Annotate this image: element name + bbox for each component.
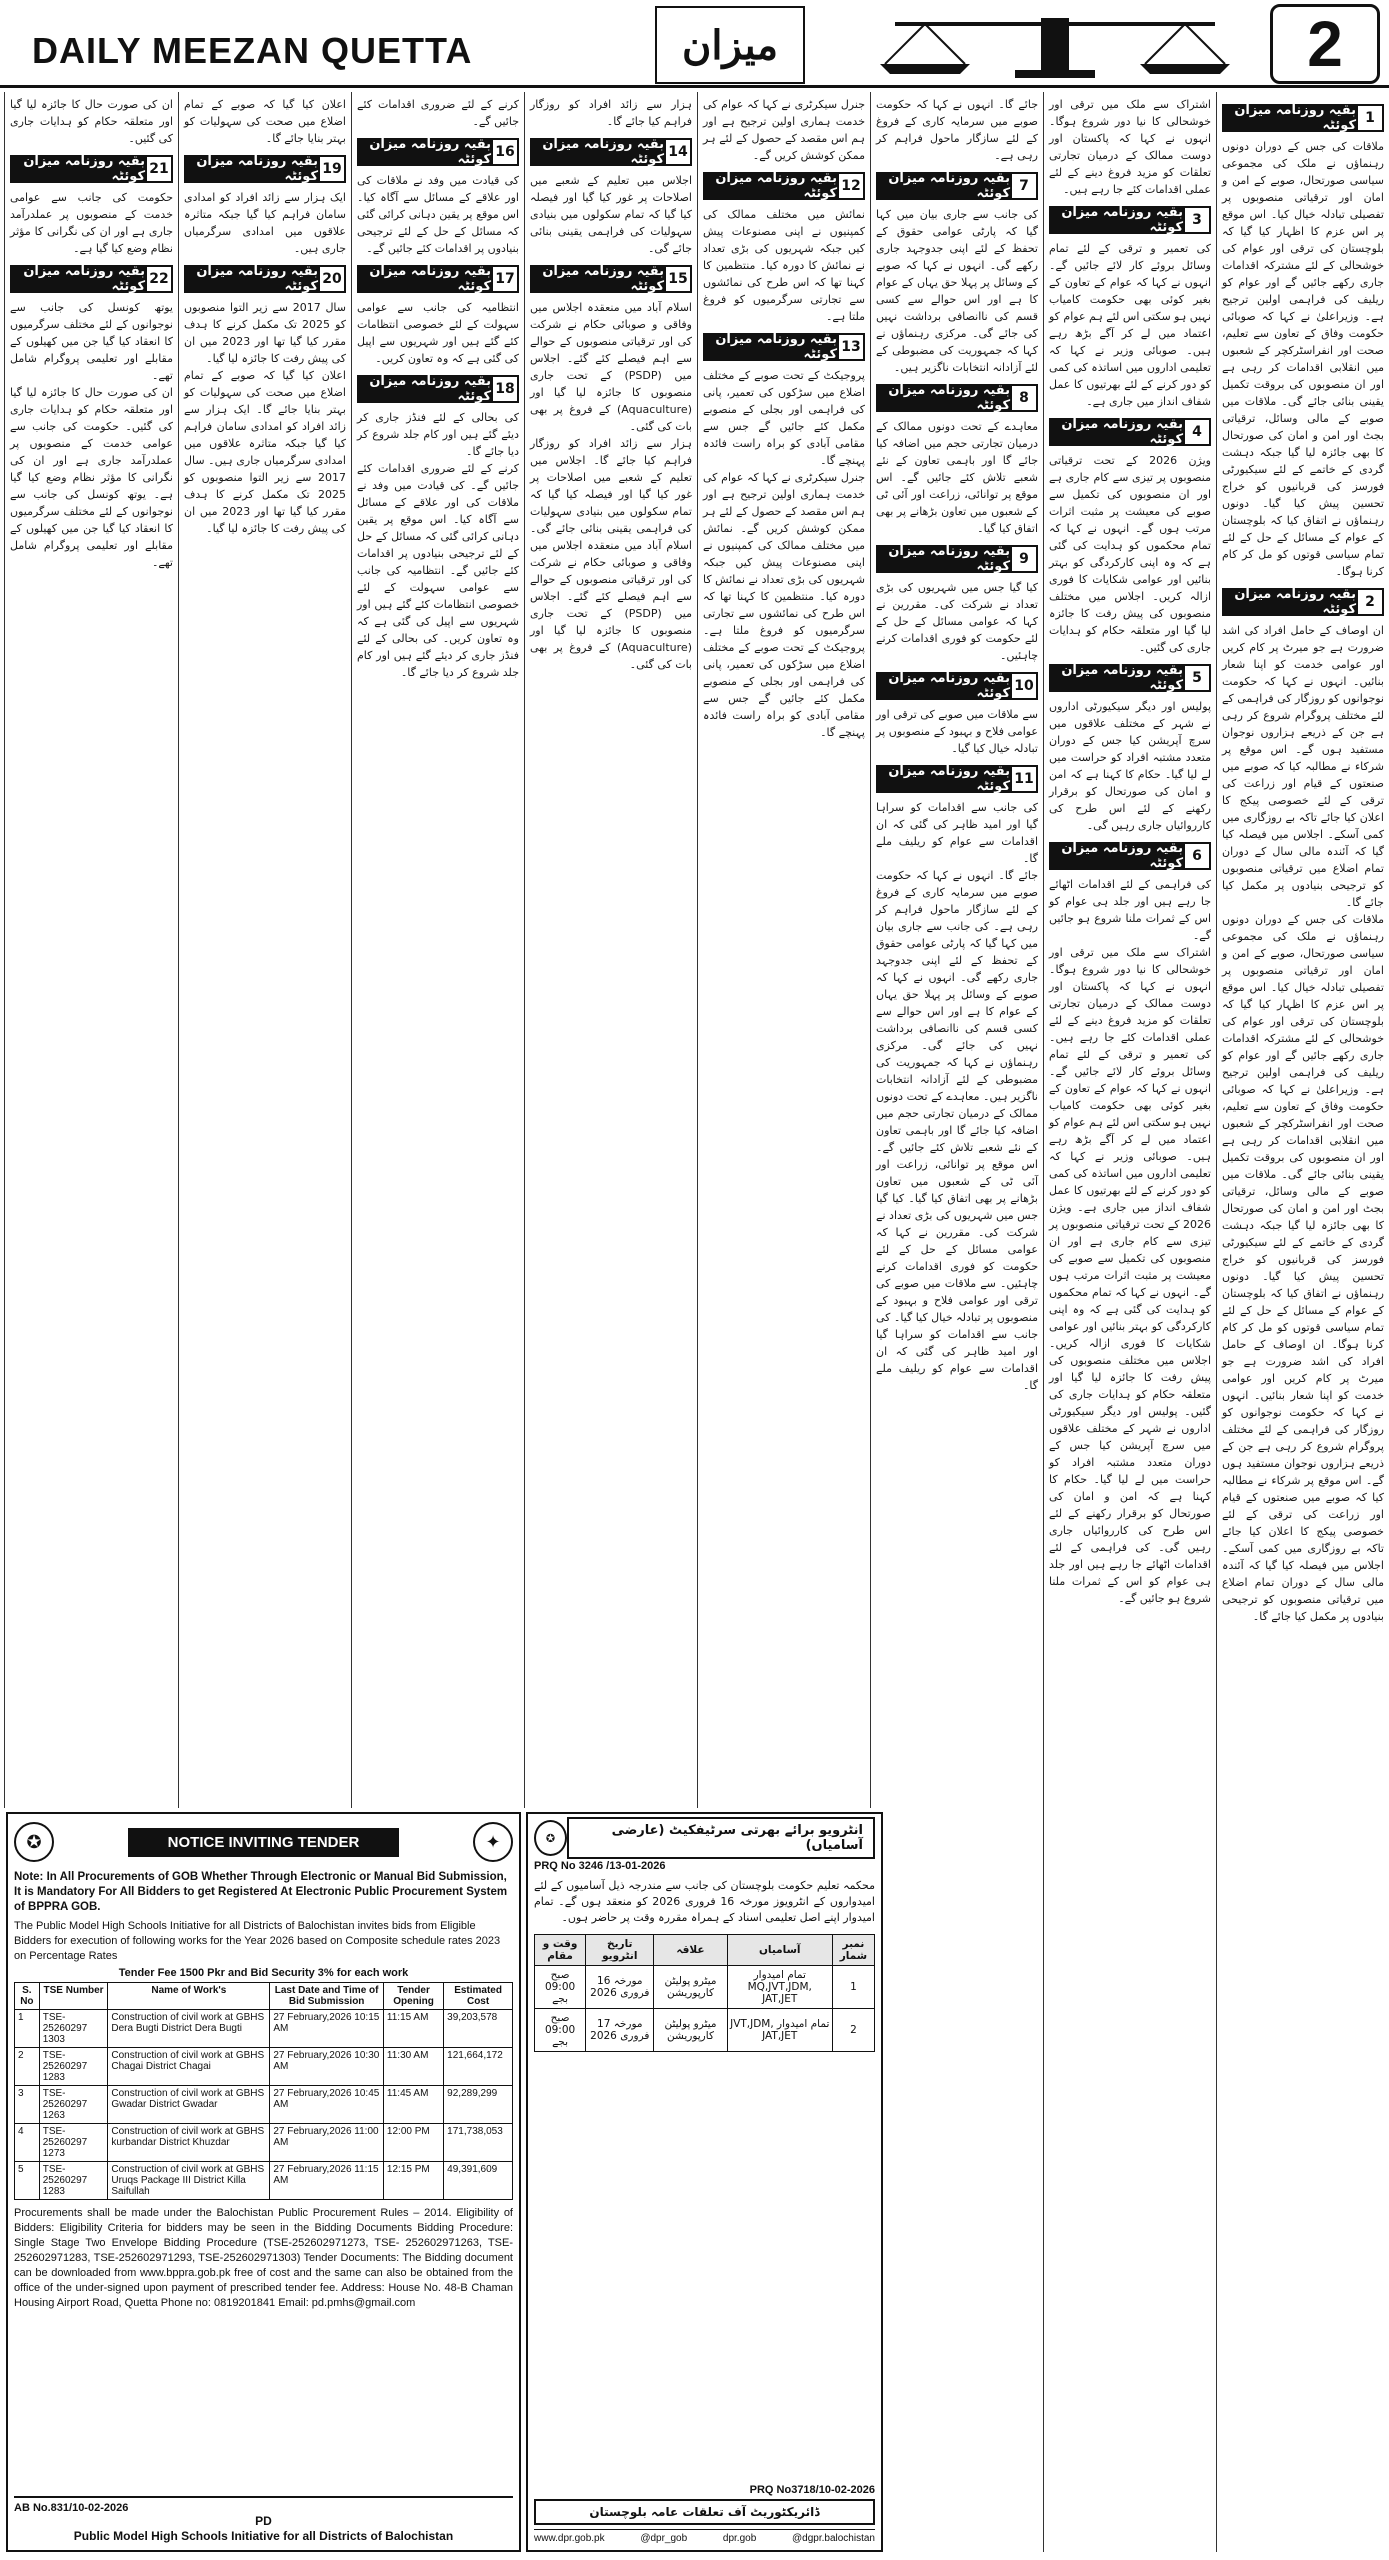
page-number: 2: [1270, 4, 1380, 84]
story-text: پولیس اور دیگر سیکیورٹی اداروں نے شہر کے مختلف علاقوں میں سرچ آپریشن کیا جس کے دوران متعدد مشتبہ افراد کو حراست میں لے لیا گیا۔ حکام کا کہنا ہے کہ امن و امان کی صورتحال کو برقرار رکھنے کے لئے اس طرح کی کارروائیاں جاری رہیں گی۔: [1049, 700, 1211, 832]
tender-cell: 12:15 PM: [383, 2162, 443, 2200]
story-label: بقیہ روزنامہ میزان کوئٹہ: [530, 265, 664, 293]
story-label: بقیہ روزنامہ میزان کوئٹہ: [530, 138, 664, 166]
tender-cell: TSE-25260297 1283: [39, 2162, 108, 2200]
tender-cell: 39,203,578: [444, 2010, 513, 2048]
story-label: بقیہ روزنامہ میزان کوئٹہ: [10, 265, 145, 293]
tender-pd-title: PD: [255, 2514, 272, 2528]
story-number: 8: [1010, 384, 1038, 412]
story-continuation-header: [703, 333, 865, 361]
tender-cell: 27 February,2026 10:45 AM: [270, 2086, 384, 2124]
story-text: سے ملاقات میں صوبے کی ترقی اور عوامی فلاح و بہبود کے منصوبوں پر تبادلہ خیال کیا گیا۔: [876, 708, 1038, 755]
tender-column-header: Tender Opening: [383, 1983, 443, 2010]
advert-cell: میٹرو پولیٹن کارپوریشن: [654, 1966, 727, 2009]
government-emblem-icon: ✪: [14, 1822, 54, 1862]
story-number: 2: [1356, 588, 1384, 616]
story-text: جنرل سیکرٹری نے کہا کہ عوام کی خدمت ہماری اولین ترجیح ہے اور ہم اس مقصد کے حصول کے لئے ہر ممکن کوشش کریں گے۔: [703, 98, 865, 162]
tender-notice: [6, 1812, 521, 2552]
story-number: 21: [145, 155, 173, 183]
scale-of-justice-icon: [865, 14, 1245, 80]
story-text: اعلان کیا گیا کہ صوبے کے تمام اضلاع میں صحت کی سہولیات کو بہتر بنایا جائے گا۔: [184, 98, 346, 145]
advert-table: [534, 1934, 875, 2052]
tender-note: Note: In All Procurements of GOB Whether Through Electronic or Manual Bid Submission, It is Mandatory For All Bidders to get Registered At Electronic Public Procurement System of BPPRA GOB.: [14, 1871, 508, 1913]
story-label: بقیہ روزنامہ میزان کوئٹہ: [703, 172, 837, 200]
story-text: ہزار سے زائد افراد کو روزگار فراہم کیا جائے گا۔: [530, 98, 692, 128]
story-continuation-header: [1222, 104, 1384, 132]
tender-intro: The Public Model High Schools Initiative for all Districts of Balochistan invites bids from Eligible Bidders for execution of following works for the Year 2026 based on Composite schedule rates 2023 on Percentage Rates: [14, 1920, 501, 1962]
advert-row: [535, 2009, 875, 2052]
tender-cell: 27 February,2026 10:15 AM: [270, 2010, 384, 2048]
social-links: [534, 2529, 875, 2544]
story-text: ایک ہزار سے زائد افراد کو امدادی سامان فراہم کیا گیا جبکہ متاثرہ علاقوں میں امدادی سرگرمیاں جاری ہیں۔: [184, 191, 346, 255]
story-continuation-header: [876, 545, 1038, 573]
advert-column-header: تاریخ انٹرویو: [586, 1935, 654, 1966]
tender-cell: 49,391,609: [444, 2162, 513, 2200]
story-label: بقیہ روزنامہ میزان کوئٹہ: [357, 265, 491, 293]
advert-cell: میٹرو پولیٹن کارپوریشن: [654, 2009, 727, 2052]
story-continuation-header: [1049, 664, 1211, 692]
story-text: ان کی صورت حال کا جائزہ لیا گیا اور متعلقہ حکام کو ہدایات جاری کی گئیں۔: [10, 98, 173, 145]
story-number: 15: [664, 265, 692, 293]
story-label: بقیہ روزنامہ میزان کوئٹہ: [1222, 104, 1356, 132]
tender-cell: 11:45 AM: [383, 2086, 443, 2124]
advert-cell: تمام امیدوار JVT,JDM, JAT,JET: [727, 2009, 832, 2052]
story-continuation-header: [530, 138, 692, 166]
tender-cell: TSE-25260297 1283: [39, 2048, 108, 2086]
story-number: 13: [837, 333, 865, 361]
advert-title: انٹرویو برائے بھرتی سرٹیفکیٹ (عارضی آسامیاں): [567, 1817, 875, 1859]
story-number: 7: [1010, 172, 1038, 200]
story-label: بقیہ روزنامہ میزان کوئٹہ: [876, 672, 1010, 700]
story-continuation-header: [876, 172, 1038, 200]
balochistan-emblem-icon: ✪: [534, 1820, 567, 1856]
tender-cell: 3: [15, 2086, 40, 2124]
story-text: کی فراہمی کے لئے اقدامات اٹھائے جا رہے ہیں اور جلد ہی عوام کو اس کے ثمرات ملنا شروع ہو جائیں گے۔: [1049, 878, 1211, 942]
story-label: بقیہ روزنامہ میزان کوئٹہ: [1049, 664, 1183, 692]
story-continuation-header: [1222, 588, 1384, 616]
newspaper-title: DAILY MEEZAN QUETTA: [32, 30, 473, 71]
story-text: کی جانب سے جاری بیان میں کہا گیا کہ پارٹی عوامی حقوق کے تحفظ کے لئے اپنی جدوجہد جاری رکھے گی۔ انہوں نے کہا کہ صوبے کے وسائل پر پہلا حق یہاں کے عوام کا ہے اور اس حوالے سے کسی قسم کی ناانصافی برداشت نہیں کی جائے گی۔ مرکزی رہنماؤں نے کہا کہ جمہوریت کی مضبوطی کے لئے آزادانہ انتخابات ناگزیر ہیں۔: [876, 208, 1038, 374]
story-continuation-header: [876, 384, 1038, 412]
advert-column-header: نمبر شمار: [832, 1935, 874, 1966]
news-column: [351, 92, 524, 1808]
social-link[interactable]: www.dpr.gob.pk: [534, 2533, 605, 2544]
tender-column-header: S. No: [15, 1983, 40, 2010]
tender-title: NOTICE INVITING TENDER: [128, 1828, 400, 1857]
story-continuation-header: [1049, 842, 1211, 870]
advert-cell: مورخہ 17 فروری 2026: [586, 2009, 654, 2052]
social-link[interactable]: @dgpr.balochistan: [792, 2533, 875, 2544]
story-label: بقیہ روزنامہ میزان کوئٹہ: [1049, 206, 1183, 234]
story-text: کرنے کے لئے ضروری اقدامات کئے جائیں گے۔: [357, 98, 519, 128]
story-text: اجلاس میں تعلیم کے شعبے میں اصلاحات پر غور کیا گیا اور فیصلہ کیا گیا کہ تمام سکولوں میں بنیادی سہولیات کی فراہمی یقینی بنائی جائے گی۔: [530, 174, 692, 255]
story-label: بقیہ روزنامہ میزان کوئٹہ: [184, 265, 318, 293]
story-number: 18: [491, 375, 519, 403]
tender-cell: TSE-25260297 1263: [39, 2086, 108, 2124]
tender-row: [15, 2048, 513, 2086]
story-number: 6: [1183, 842, 1211, 870]
story-text: یوتھ کونسل کی جانب سے نوجوانوں کے لئے مختلف سرگرمیوں کا انعقاد کیا گیا جن میں کھیلوں کے مقابلے اور تعلیمی پروگرام شامل تھے۔: [10, 301, 173, 382]
story-text: کی جانب سے اقدامات کو سراہا گیا اور امید ظاہر کی گئی کہ ان اقدامات سے عوام کو ریلیف ملے گا۔: [876, 801, 1038, 865]
news-column: [1043, 92, 1216, 2552]
story-text: کی تعمیر و ترقی کے لئے تمام وسائل بروئے کار لائے جائیں گے۔ انہوں نے کہا کہ عوام کے تعاون کے بغیر کوئی بھی حکومت کامیاب نہیں ہو سکتی اس لئے ہم عوام کو اعتماد میں لے کر آگے بڑھ رہے ہیں۔ صوبائی وزیر نے کہا کہ تعلیمی اداروں میں اساتذہ کی کمی کو دور کرنے کے لئے بھرتیوں کا عمل شفاف انداز میں جاری ہے۔: [1049, 242, 1211, 408]
story-number: 14: [664, 138, 692, 166]
story-continuation-header: [357, 138, 519, 166]
advert-prq-top: PRQ No 3246 /13-01-2026: [534, 1860, 666, 1872]
story-label: بقیہ روزنامہ میزان کوئٹہ: [1049, 842, 1183, 870]
story-label: بقیہ روزنامہ میزان کوئٹہ: [10, 155, 145, 183]
tender-row: [15, 2162, 513, 2200]
advert-cell: صبح 09:00 بجے: [535, 1966, 586, 2009]
story-continuation-header: [10, 155, 173, 183]
story-text: ان کی صورت حال کا جائزہ لیا گیا اور متعلقہ حکام کو ہدایات جاری کی گئیں۔ حکومت کی جانب سے عوامی خدمت کے منصوبوں پر عملدرآمد جاری ہے اور ان کی نگرانی کا مؤثر نظام وضع کیا گیا ہے۔ یوتھ کونسل کی جانب سے نوجوانوں کے لئے مختلف سرگرمیوں کا انعقاد کیا گیا جن میں کھیلوں کے مقابلے اور تعلیمی پروگرام شامل تھے۔: [10, 386, 173, 569]
story-text: سال 2017 سے زیر التوا منصوبوں کو 2025 تک مکمل کرنے کا ہدف مقرر کیا گیا تھا اور 2023 میں ان کی پیش رفت کا جائزہ لیا گیا۔: [184, 301, 347, 365]
tender-cell: Construction of civil work at GBHS Chagai District Chagai: [108, 2048, 270, 2086]
tender-cell: Construction of civil work at GBHS Gwadar District Gwadar: [108, 2086, 270, 2124]
dpr-logo: ڈائریکٹوریٹ آف تعلقات عامہ بلوچستان: [534, 2499, 875, 2525]
story-text: اسلام آباد میں منعقدہ اجلاس میں وفاقی و صوبائی حکام نے شرکت کی اور ترقیاتی منصوبوں کے حوالے سے اہم فیصلے کئے گئے۔ اجلاس میں (PSDP) کے تحت جاری منصوبوں کا جائزہ لیا گیا اور (Aquaculture) کے فروغ پر بھی بات کی گئی۔: [530, 301, 693, 433]
story-continuation-header: [1049, 206, 1211, 234]
story-number: 22: [145, 265, 173, 293]
story-text: ان اوصاف کے حامل افراد کی اشد ضرورت ہے جو میرٹ پر کام کریں اور عوامی خدمت کو اپنا شعار بنائیں۔ انہوں نے کہا کہ حکومت نوجوانوں کو روزگار کی فراہمی کے لئے مختلف پروگرام شروع کر رہی ہے جن کے ذریعے ہزاروں نوجوان مستفید ہوں گے۔ اس موقع پر شرکاء نے مطالبہ کیا کہ صوبے میں صنعتوں کے قیام اور زراعت کی ترقی کے لئے خصوصی پیکج کا اعلان کیا جائے تاکہ بے روزگاری میں کمی آسکے۔ اجلاس میں فیصلہ کیا گیا کہ آئندہ مالی سال کے دوران تمام اضلاع میں ترقیاتی منصوبوں کو ترجیحی بنیادوں پر مکمل کیا جائے گا۔: [1222, 624, 1384, 909]
social-link[interactable]: dpr.gob: [722, 2533, 757, 2544]
tender-cell: 11:15 AM: [383, 2010, 443, 2048]
tender-row: [15, 2124, 513, 2162]
advert-cell: مورخہ 16 فروری 2026: [586, 1966, 654, 2009]
interview-advert: [526, 1812, 883, 2552]
story-continuation-header: [357, 265, 519, 293]
story-number: 16: [491, 138, 519, 166]
advert-prq-bottom: PRQ No3718/10-02-2026: [749, 2484, 875, 2496]
tender-column-header: Name of Work's: [108, 1983, 270, 2010]
story-continuation-header: [530, 265, 692, 293]
tender-cell: 121,664,172: [444, 2048, 513, 2086]
news-column: [178, 92, 351, 1808]
story-label: بقیہ روزنامہ میزان کوئٹہ: [876, 765, 1010, 793]
news-column: [1216, 92, 1389, 2552]
story-text: اشتراک سے ملک میں ترقی اور خوشحالی کا نیا دور شروع ہوگا۔ انہوں نے کہا کہ پاکستان اور دوست ممالک کے درمیان تجارتی تعلقات کو مزید فروغ دینے کے لئے عملی اقدامات کئے جا رہے ہیں۔ کی تعمیر و ترقی کے لئے تمام وسائل بروئے کار لائے جائیں گے۔ انہوں نے کہا کہ عوام کے تعاون کے بغیر کوئی بھی حکومت کامیاب نہیں ہو سکتی اس لئے ہم عوام کو اعتماد میں لے کر آگے بڑھ رہے ہیں۔ صوبائی وزیر نے کہا کہ تعلیمی اداروں میں اساتذہ کی کمی کو دور کرنے کے لئے بھرتیوں کا عمل شفاف انداز میں جاری ہے۔ ویژن 2026 کے تحت ترقیاتی منصوبوں پر تیزی سے کام جاری ہے اور ان منصوبوں کی تکمیل سے صوبے کی معیشت پر مثبت اثرات مرتب ہوں گے۔ انہوں نے کہا کہ تمام محکموں کو ہدایت کی گئی ہے کہ وہ اپنی کارکردگی کو بہتر بنائیں اور عوامی شکایات کا فوری ازالہ کریں۔ اجلاس میں مختلف منصوبوں کی پیش رفت کا جائزہ لیا گیا اور متعلقہ حکام کو ہدایات جاری کی گئیں۔ پولیس اور دیگر سیکیورٹی اداروں نے شہر کے مختلف علاقوں میں سرچ آپریشن کیا جس کے دوران متعدد مشتبہ افراد کو حراست میں لے لیا گیا۔ حکام کا کہنا ہے کہ امن و امان کی صورتحال کو برقرار رکھنے کے لئے اس طرح کی کارروائیاں جاری رہیں گی۔ کی فراہمی کے لئے اقدامات اٹھائے جا رہے ہیں اور جلد ہی عوام کو اس کے ثمرات ملنا شروع ہو جائیں گے۔: [1049, 946, 1211, 1605]
tender-cell: 27 February,2026 11:00 AM: [270, 2124, 384, 2162]
story-label: بقیہ روزنامہ میزان کوئٹہ: [357, 138, 491, 166]
story-number: 5: [1183, 664, 1211, 692]
story-text: کیا گیا جس میں شہریوں کی بڑی تعداد نے شرکت کی۔ مقررین نے کہا کہ عوامی مسائل کے حل کے لئے حکومت کو فوری اقدامات کرنے چاہئیں۔: [876, 581, 1038, 662]
story-label: بقیہ روزنامہ میزان کوئٹہ: [357, 375, 491, 403]
news-column: [697, 92, 870, 1808]
tender-cell: 27 February,2026 11:15 AM: [270, 2162, 384, 2200]
advert-cell: 2: [832, 2009, 874, 2052]
story-text: کی قیادت میں وفد نے ملاقات کی اور علاقے کے مسائل سے آگاہ کیا۔ اس موقع پر یقین دہانی کرائی گئی کہ مسائل کے حل کے لئے ترجیحی بنیادوں پر اقدامات کئے جائیں گے۔: [357, 174, 519, 255]
news-column: [4, 92, 178, 1808]
tender-column-header: Estimated Cost: [444, 1983, 513, 2010]
story-text: نمائش میں مختلف ممالک کی کمپنیوں نے اپنی مصنوعات پیش کیں جبکہ شہریوں کی بڑی تعداد نے نمائش کا دورہ کیا۔ منتظمین کا کہنا تھا کہ اس طرح کی نمائشوں سے تجارتی سرگرمیوں کو فروغ ملتا ہے۔: [703, 208, 865, 323]
advert-cell: تمام امیدوار MQ,JVT,JDM, JAT,JET: [727, 1966, 832, 2009]
urdu-logo: [655, 6, 805, 84]
story-continuation-header: [10, 265, 173, 293]
story-continuation-header: [1049, 418, 1211, 446]
story-text: ملاقات کی جس کے دوران دونوں رہنماؤں نے ملک کی مجموعی سیاسی صورتحال، صوبے کے امن و امان اور ترقیاتی منصوبوں پر تفصیلی تبادلہ خیال کیا۔ اس موقع پر اس عزم کا اظہار کیا گیا کہ بلوچستان کی ترقی اور عوام کی خوشحالی کے لئے مشترکہ اقدامات جاری رکھے جائیں گے اور عوام کو ریلیف کی فراہمی اولین ترجیح ہے۔ وزیراعلیٰ نے کہا کہ صوبائی حکومت وفاق کے تعاون سے تعلیم، صحت اور انفراسٹرکچر کے شعبوں میں انقلابی اقدامات کر رہی ہے اور ان منصوبوں کی بروقت تکمیل یقینی بنائی جائے گی۔ ملاقات میں صوبے کے مالی وسائل، ترقیاتی بجٹ اور امن و امان کی صورتحال کا بھی جائزہ لیا گیا جبکہ دہشت گردی کے خاتمے کے لئے سیکیورٹی فورسز کی قربانیوں کو خراج تحسین پیش کیا گیا۔ دونوں رہنماؤں نے اتفاق کیا کہ بلوچستان کے عوام کے مسائل کے حل کے لئے تمام سیاسی قوتوں کو مل کر کام کرنا ہوگا۔: [1222, 140, 1384, 578]
tender-cell: Construction of civil work at GBHS Uruqs Package III District Killa Saifullah: [108, 2162, 270, 2200]
story-label: بقیہ روزنامہ میزان کوئٹہ: [876, 545, 1010, 573]
tender-row: [15, 2010, 513, 2048]
story-continuation-header: [876, 672, 1038, 700]
story-label: بقیہ روزنامہ میزان کوئٹہ: [876, 172, 1010, 200]
tender-ref: AB No.831/10-02-2026: [14, 2502, 129, 2514]
tender-column-header: Last Date and Time of Bid Submission: [270, 1983, 384, 2010]
story-continuation-header: [357, 375, 519, 403]
story-number: 4: [1183, 418, 1211, 446]
advert-column-header: وقت و مقام: [535, 1935, 586, 1966]
story-continuation-header: [184, 155, 346, 183]
advert-cell: 1: [832, 1966, 874, 2009]
story-number: 1: [1356, 104, 1384, 132]
social-link[interactable]: @dpr_gob: [640, 2533, 688, 2544]
story-text: کرنے کے لئے ضروری اقدامات کئے جائیں گے۔ کی قیادت میں وفد نے ملاقات کی اور علاقے کے مسائل سے آگاہ کیا۔ اس موقع پر یقین دہانی کرائی گئی کہ مسائل کے حل کے لئے ترجیحی بنیادوں پر اقدامات کئے جائیں گے۔ انتظامیہ کی جانب سے عوامی سہولت کے لئے خصوصی انتظامات کئے گئے ہیں اور شہریوں سے اپیل کی گئی ہے کہ وہ تعاون کریں۔ کی بحالی کے لئے فنڈز جاری کر دیئے گئے ہیں اور کام جلد شروع کر دیا جائے گا۔: [357, 462, 519, 679]
tender-cell: Construction of civil work at GBHS Dera Bugti District Dera Bugti: [108, 2010, 270, 2048]
story-label: بقیہ روزنامہ میزان کوئٹہ: [703, 333, 837, 361]
story-number: 20: [318, 265, 346, 293]
story-number: 19: [318, 155, 346, 183]
story-text: جنرل سیکرٹری نے کہا کہ عوام کی خدمت ہماری اولین ترجیح ہے اور ہم اس مقصد کے حصول کے لئے ہر ممکن کوشش کریں گے۔ نمائش میں مختلف ممالک کی کمپنیوں نے اپنی مصنوعات پیش کیں جبکہ شہریوں کی بڑی تعداد نے نمائش کا دورہ کیا۔ منتظمین کا کہنا تھا کہ اس طرح کی نمائشوں سے تجارتی سرگرمیوں کو فروغ ملتا ہے۔ پروجیکٹ کے تحت صوبے کے مختلف اضلاع میں سڑکوں کی تعمیر، پانی کی فراہمی اور بجلی کے منصوبے مکمل کئے جائیں گے جس سے مقامی آبادی کو براہ راست فائدہ پہنچے گا۔: [703, 471, 865, 739]
tender-cell: 11:30 AM: [383, 2048, 443, 2086]
story-number: 10: [1010, 672, 1038, 700]
advert-column-header: آسامیاں: [727, 1935, 832, 1966]
tender-cell: 2: [15, 2048, 40, 2086]
story-continuation-header: [703, 172, 865, 200]
schools-logo-icon: ✦: [473, 1822, 513, 1862]
tender-cell: Construction of civil work at GBHS kurbandar District Khuzdar: [108, 2124, 270, 2162]
story-text: معاہدے کے تحت دونوں ممالک کے درمیان تجارتی حجم میں اضافہ کیا جائے گا اور باہمی تعاون کے نئے شعبے تلاش کئے جائیں گے۔ اس موقع پر توانائی، زراعت اور آئی ٹی کے شعبوں میں تعاون بڑھانے پر بھی اتفاق کیا گیا۔: [876, 420, 1038, 535]
advert-cell: صبح 09:00 بجے: [535, 2009, 586, 2052]
story-text: اشتراک سے ملک میں ترقی اور خوشحالی کا نیا دور شروع ہوگا۔ انہوں نے کہا کہ پاکستان اور دوست ممالک کے درمیان تجارتی تعلقات کو مزید فروغ دینے کے لئے عملی اقدامات کئے جا رہے ہیں۔: [1049, 98, 1211, 196]
story-number: 12: [837, 172, 865, 200]
advert-column-header: علاقہ: [654, 1935, 727, 1966]
story-text: ملاقات کی جس کے دوران دونوں رہنماؤں نے ملک کی مجموعی سیاسی صورتحال، صوبے کے امن و امان اور ترقیاتی منصوبوں پر تفصیلی تبادلہ خیال کیا۔ اس موقع پر اس عزم کا اظہار کیا گیا کہ بلوچستان کی ترقی اور عوام کی خوشحالی کے لئے مشترکہ اقدامات جاری رکھے جائیں گے اور عوام کو ریلیف کی فراہمی اولین ترجیح ہے۔ وزیراعلیٰ نے کہا کہ صوبائی حکومت وفاق کے تعاون سے تعلیم، صحت اور انفراسٹرکچر کے شعبوں میں انقلابی اقدامات کر رہی ہے اور ان منصوبوں کی بروقت تکمیل یقینی بنائی جائے گی۔ ملاقات میں صوبے کے مالی وسائل، ترقیاتی بجٹ اور امن و امان کی صورتحال کا بھی جائزہ لیا گیا جبکہ دہشت گردی کے خاتمے کے لئے سیکیورٹی فورسز کی قربانیوں کو خراج تحسین پیش کیا گیا۔ دونوں رہنماؤں نے اتفاق کیا کہ بلوچستان کے عوام کے مسائل کے حل کے لئے تمام سیاسی قوتوں کو مل کر کام کرنا ہوگا۔ ان اوصاف کے حامل افراد کی اشد ضرورت ہے جو میرٹ پر کام کریں اور عوامی خدمت کو اپنا شعار بنائیں۔ انہوں نے کہا کہ حکومت نوجوانوں کو روزگار کی فراہمی کے لئے مختلف پروگرام شروع کر رہی ہے جن کے ذریعے ہزاروں نوجوان مستفید ہوں گے۔ اس موقع پر شرکاء نے مطالبہ کیا کہ صوبے میں صنعتوں کے قیام اور زراعت کی ترقی کے لئے خصوصی پیکج کا اعلان کیا جائے تاکہ بے روزگاری میں کمی آسکے۔ اجلاس میں فیصلہ کیا گیا کہ آئندہ مالی سال کے دوران تمام اضلاع میں ترقیاتی منصوبوں کو ترجیحی بنیادوں پر مکمل کیا جائے گا۔: [1222, 913, 1384, 1623]
tender-cell: 27 February,2026 10:30 AM: [270, 2048, 384, 2086]
story-text: ہزار سے زائد افراد کو روزگار فراہم کیا جائے گا۔ اجلاس میں تعلیم کے شعبے میں اصلاحات پر غور کیا گیا اور فیصلہ کیا گیا کہ تمام سکولوں میں بنیادی سہولیات کی فراہمی یقینی بنائی جائے گی۔ اسلام آباد میں منعقدہ اجلاس میں وفاقی و صوبائی حکام نے شرکت کی اور ترقیاتی منصوبوں کے حوالے سے اہم فیصلے کئے گئے۔ اجلاس میں (PSDP) کے تحت جاری منصوبوں کا جائزہ لیا گیا اور (Aquaculture) کے فروغ پر بھی بات کی گئی۔: [530, 437, 693, 671]
story-label: بقیہ روزنامہ میزان کوئٹہ: [184, 155, 318, 183]
news-column: [524, 92, 697, 1808]
advert-body: محکمہ تعلیم حکومت بلوچستان کی جانب سے مندرجہ ذیل آسامیوں کے لئے امیدواروں کے انٹرویوز مورخہ 16 فروری 2026 کو منعقد ہوں گے۔ تمام امیدوار اپنے اصل تعلیمی اسناد کے ہمراہ مقررہ وقت پر حاضر ہوں۔: [534, 1879, 875, 1924]
story-number: 17: [491, 265, 519, 293]
story-text: جائے گا۔ انہوں نے کہا کہ حکومت صوبے میں سرمایہ کاری کے فروغ کے لئے سازگار ماحول فراہم کر رہی ہے۔ کی جانب سے جاری بیان میں کہا گیا کہ پارٹی عوامی حقوق کے تحفظ کے لئے اپنی جدوجہد جاری رکھے گی۔ انہوں نے کہا کہ صوبے کے وسائل پر پہلا حق یہاں کے عوام کا ہے اور اس حوالے سے کسی قسم کی ناانصافی برداشت نہیں کی جائے گی۔ مرکزی رہنماؤں نے کہا کہ جمہوریت کی مضبوطی کے لئے آزادانہ انتخابات ناگزیر ہیں۔ معاہدے کے تحت دونوں ممالک کے درمیان تجارتی حجم میں اضافہ کیا جائے گا اور باہمی تعاون کے نئے شعبے تلاش کئے جائیں گے۔ اس موقع پر توانائی، زراعت اور آئی ٹی کے شعبوں میں تعاون بڑھانے پر بھی اتفاق کیا گیا۔ کیا گیا جس میں شہریوں کی بڑی تعداد نے شرکت کی۔ مقررین نے کہا کہ عوامی مسائل کے حل کے لئے حکومت کو فوری اقدامات کرنے چاہئیں۔ سے ملاقات میں صوبے کی ترقی اور عوامی فلاح و بہبود کے منصوبوں پر تبادلہ خیال کیا گیا۔ کی جانب سے اقدامات کو سراہا گیا اور امید ظاہر کی گئی کہ ان اقدامات سے عوام کو ریلیف ملے گا۔: [876, 869, 1038, 1392]
story-number: 3: [1183, 206, 1211, 234]
advert-row: [535, 1966, 875, 2009]
tender-cell: 1: [15, 2010, 40, 2048]
tender-row: [15, 2086, 513, 2124]
tender-cell: 92,289,299: [444, 2086, 513, 2124]
story-continuation-header: [184, 265, 346, 293]
story-number: 9: [1010, 545, 1038, 573]
tender-cell: 171,738,053: [444, 2124, 513, 2162]
tender-cell: 4: [15, 2124, 40, 2162]
tender-column-header: TSE Number: [39, 1983, 108, 2010]
story-continuation-header: [876, 765, 1038, 793]
tender-cell: 5: [15, 2162, 40, 2200]
story-text: کی بحالی کے لئے فنڈز جاری کر دیئے گئے ہیں اور کام جلد شروع کر دیا جائے گا۔: [357, 411, 519, 458]
tender-cell: 12:00 PM: [383, 2124, 443, 2162]
story-text: جائے گا۔ انہوں نے کہا کہ حکومت صوبے میں سرمایہ کاری کے فروغ کے لئے سازگار ماحول فراہم کر رہی ہے۔: [876, 98, 1038, 162]
story-label: بقیہ روزنامہ میزان کوئٹہ: [1049, 418, 1183, 446]
news-column: [870, 92, 1043, 1808]
masthead: [0, 0, 1389, 88]
story-text: انتظامیہ کی جانب سے عوامی سہولت کے لئے خصوصی انتظامات کئے گئے ہیں اور شہریوں سے اپیل کی گئی ہے کہ وہ تعاون کریں۔: [357, 301, 519, 365]
tender-cell: TSE-25260297 1273: [39, 2124, 108, 2162]
story-number: 11: [1010, 765, 1038, 793]
story-label: بقیہ روزنامہ میزان کوئٹہ: [876, 384, 1010, 412]
tender-body-text: Procurements shall be made under the Balochistan Public Procurement Rules – 2014. Eligibility of Bidders: Eligibility Criteria for bidders may be seen in the Bidding Documents Bidding Procedure: Single Stage Two Envelope Bidding Procedure (TSE-252602971273, TSE- 252602971263, TSE-252602971283, TSE-252602971293, TSE-252602971303) Tender Documents: The Bidding document can be downloaded from www.bppra.gob.pk free of cost and the same can also be obtained from the office of the under-signed upon payment of prescribed tender fee. Address: House No. 48-B Chaman Housing Airport Road, Quetta Phone no: 0819201841 Email: pd.pmhs@gmail.com: [14, 2207, 513, 2309]
tender-cell: TSE-25260297 1303: [39, 2010, 108, 2048]
story-text: اعلان کیا گیا کہ صوبے کے تمام اضلاع میں صحت کی سہولیات کو بہتر بنایا جائے گا۔ ایک ہزار سے زائد افراد کو امدادی سامان فراہم کیا گیا جبکہ متاثرہ علاقوں میں امدادی سرگرمیاں جاری ہیں۔ سال 2017 سے زیر التوا منصوبوں کو 2025 تک مکمل کرنے کا ہدف مقرر کیا گیا تھا اور 2023 میں ان کی پیش رفت کا جائزہ لیا گیا۔: [184, 369, 346, 535]
story-text: پروجیکٹ کے تحت صوبے کے مختلف اضلاع میں سڑکوں کی تعمیر، پانی کی فراہمی اور بجلی کے منصوبے مکمل کئے جائیں گے جس سے مقامی آبادی کو براہ راست فائدہ پہنچے گا۔: [703, 369, 865, 467]
story-text: حکومت کی جانب سے عوامی خدمت کے منصوبوں پر عملدرآمد جاری ہے اور ان کی نگرانی کا مؤثر نظام وضع کیا گیا ہے۔: [10, 191, 173, 255]
story-label: بقیہ روزنامہ میزان کوئٹہ: [1222, 588, 1356, 616]
urdu-logo-text: میزان: [681, 21, 779, 69]
tender-fee: Tender Fee 1500 Pkr and Bid Security 3% for each work: [118, 1967, 409, 1979]
story-text: ویژن 2026 کے تحت ترقیاتی منصوبوں پر تیزی سے کام جاری ہے اور ان منصوبوں کی تکمیل سے صوبے کی معیشت پر مثبت اثرات مرتب ہوں گے۔ انہوں نے کہا کہ تمام محکموں کو ہدایت کی گئی ہے کہ وہ اپنی کارکردگی کو بہتر بنائیں اور عوامی شکایات کا فوری ازالہ کریں۔ اجلاس میں مختلف منصوبوں کی پیش رفت کا جائزہ لیا گیا اور متعلقہ حکام کو ہدایات جاری کی گئیں۔: [1049, 454, 1211, 654]
tender-table: [14, 1982, 513, 2200]
tender-pd-subtitle: Public Model High Schools Initiative for all Districts of Balochistan: [73, 2529, 454, 2543]
